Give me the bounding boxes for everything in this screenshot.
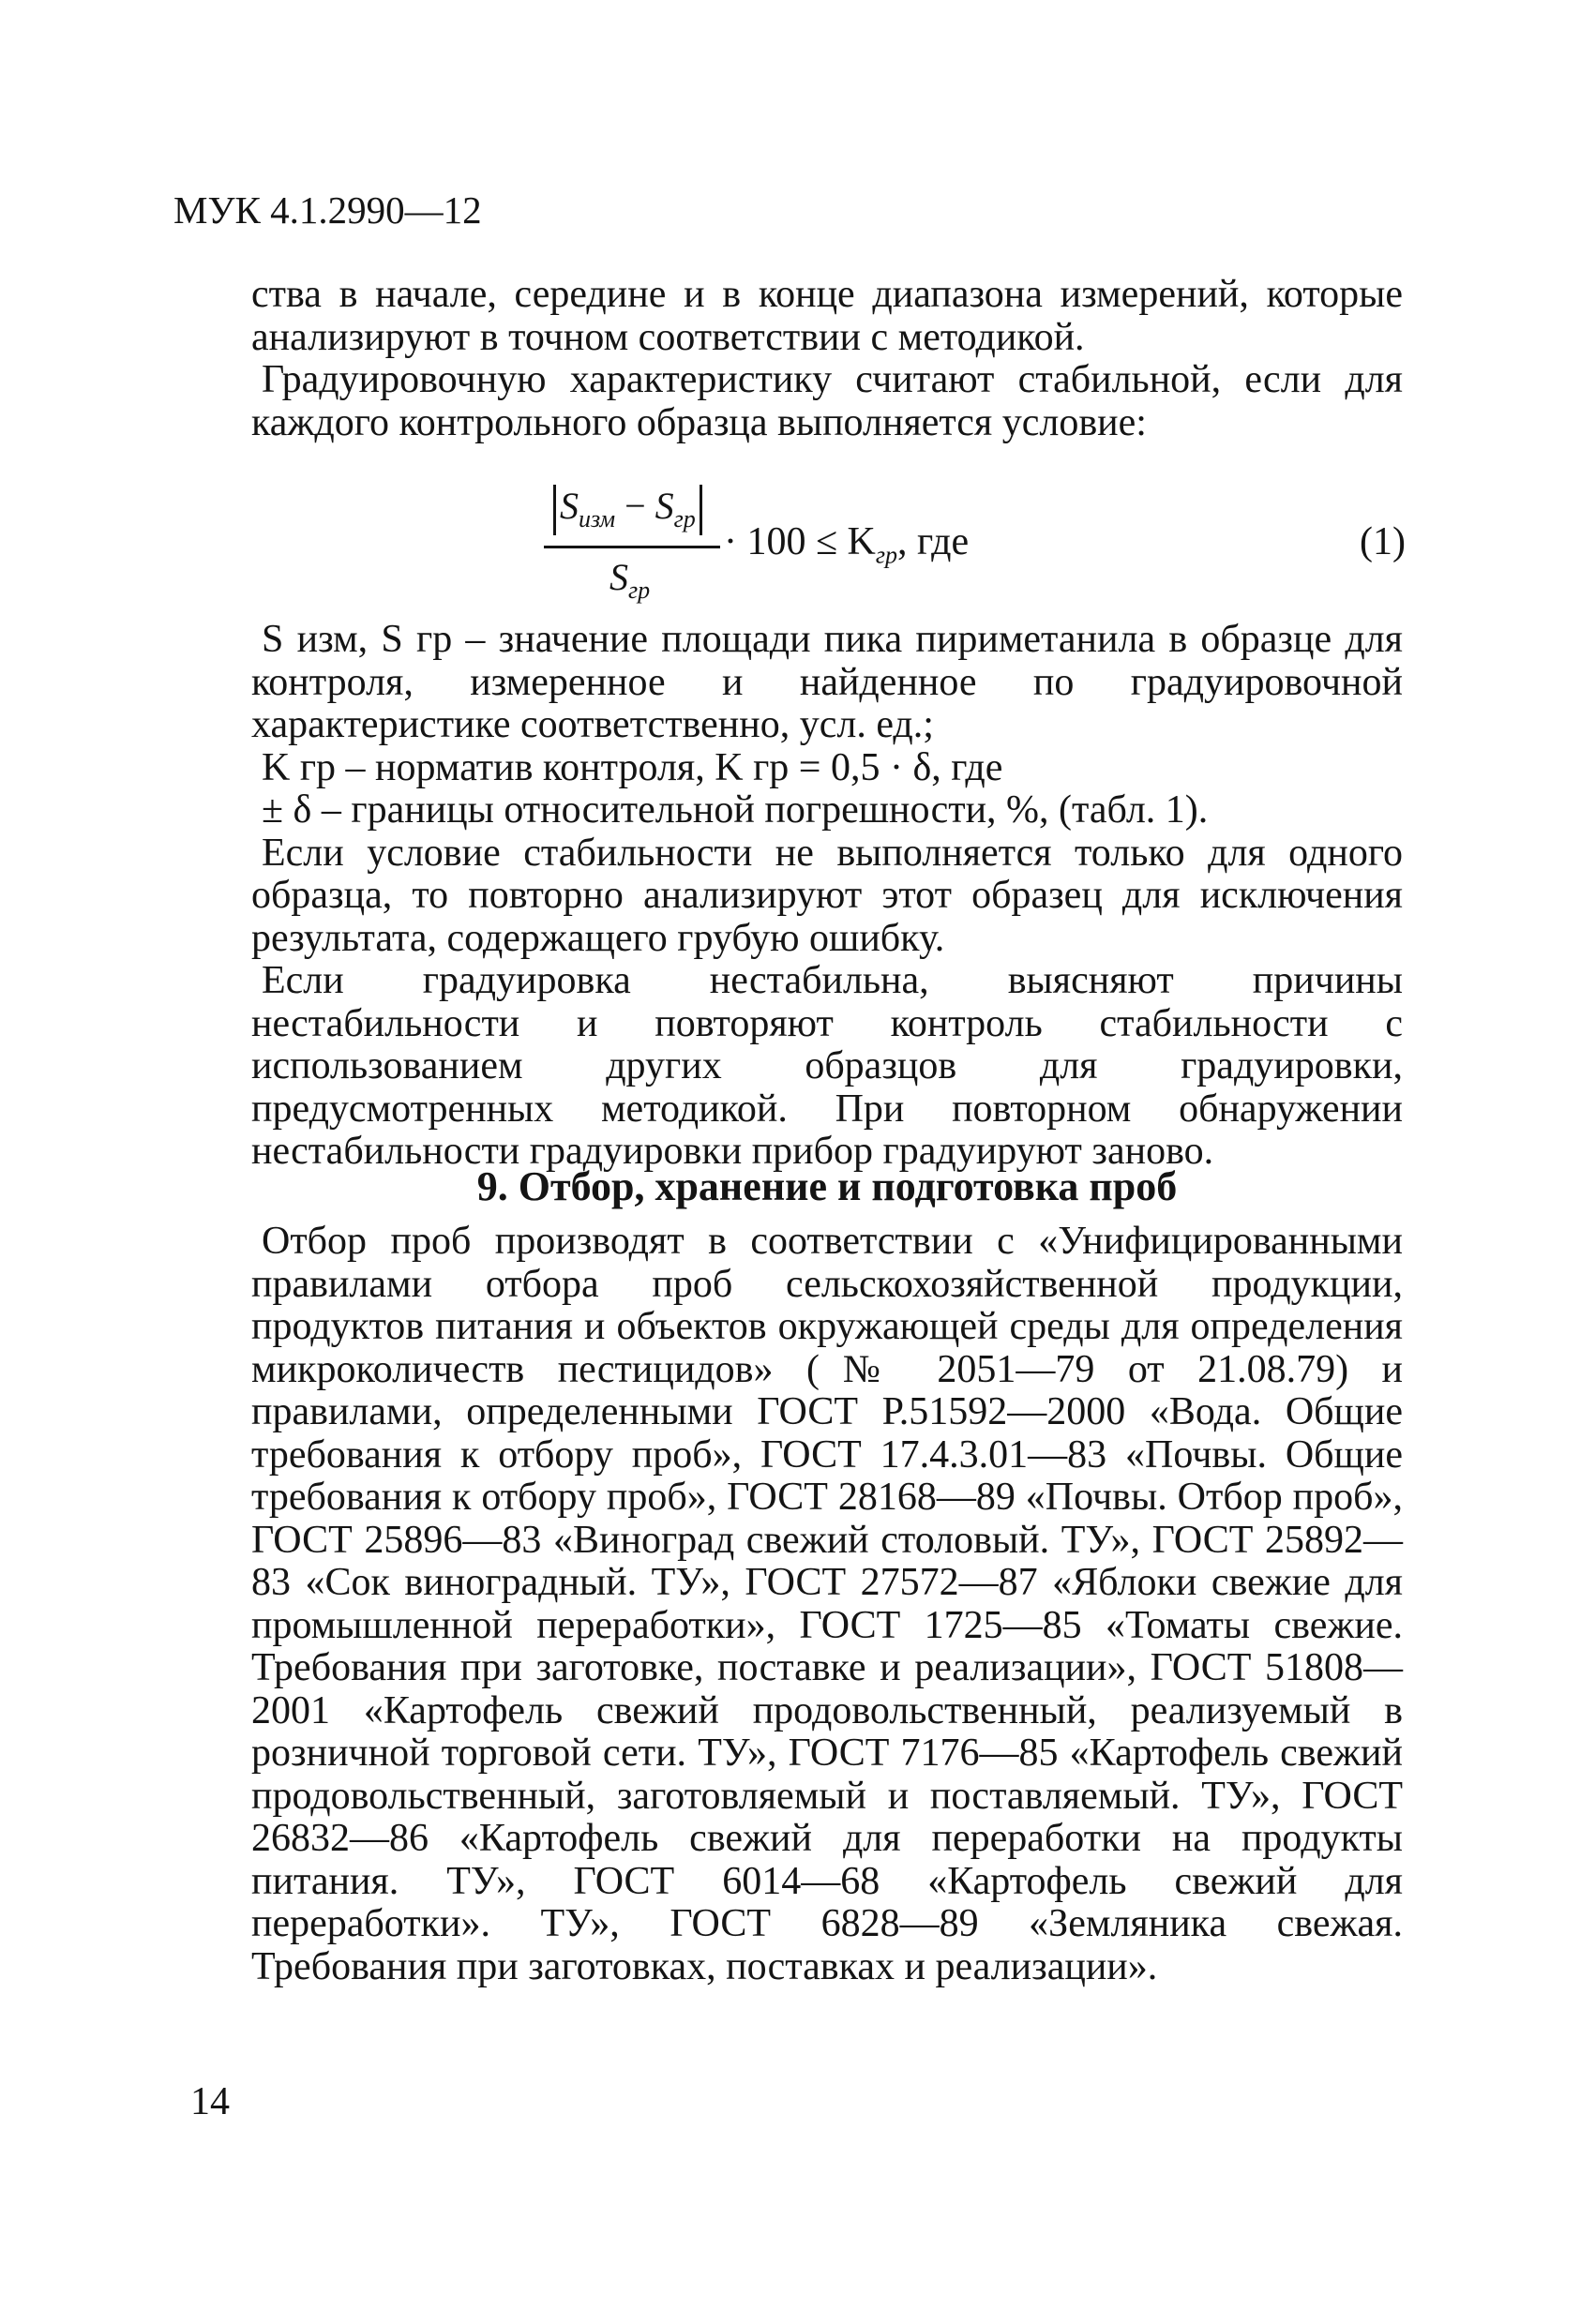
equation-number: (1) — [1360, 520, 1406, 563]
definitions-block — [251, 619, 1403, 1174]
continuation-paragraph: ства в начале, середине и в конце диапазона измерений, которые анализируют в точном соответствии с методикой. — [251, 273, 1403, 359]
stability-formula — [544, 476, 1435, 617]
document-code: МУК 4.1.2990—12 — [173, 188, 482, 232]
section-body: Отбор проб производят в соответствии с «Унифицированными правилами отбора проб сельскохозяйственной продукции, продуктов питания и объектов окружающей среды для определения микроколичеств пестицидов» (№ 2051—79 от 21.08.79) и правилами, определенными ГОСТ Р.51592—2000 «Вода. Общие требования к отбору проб», ГОСТ 17.4.3.01—83 «Почвы. Общие требования к отбору проб», ГОСТ 28168—89 «Почвы. Отбор проб», ГОСТ 25896—83 «Виноград свежий столовый. ТУ», ГОСТ 25892—83 «Сок виноградный. ТУ», ГОСТ 27572—87 «Яблоки свежие для промышленной переработки», ГОСТ 1725—85 «Томаты свежие. Требования при заготовке, поставке и реализации», ГОСТ 51808—2001 «Картофель свежий продовольственный, реализуемый в розничной торговой сети. ТУ», ГОСТ 7176—85 «Картофель свежий продовольственный, заготовляемый и поставляемый. ТУ», ГОСТ 26832—86 «Картофель свежий для переработки на продукты питания. ТУ», ГОСТ 6014—68 «Картофель свежий для переработки». ТУ», ГОСТ 6828—89 «Земляника свежая. Требования при заготовках, поставках и реализации». — [251, 1220, 1403, 1988]
abs-bar-right — [700, 485, 702, 535]
page-number: 14 — [190, 2080, 230, 2123]
section-body-block — [251, 1221, 1403, 1988]
k-definition: K гр – норматив контроля, K гр = 0,5 · δ, где — [262, 745, 1003, 789]
fraction-line — [544, 546, 720, 548]
formula-rest: · $100 \le K_{гр}$, где — [724, 520, 970, 569]
section-title: 9. Отбор, хранение и подготовка проб — [476, 1163, 1178, 1209]
instability-paragraph: Если градуировка нестабильна, выясняют причины нестабильности и повторяют контроль стабильности с использованием других образцов для градуировки, предусмотренных методикой. При повторном обнаружении нестабильности градуировки прибор градуируют заново. — [251, 959, 1403, 1173]
delta-definition: ± δ – границы относительной погрешности, %, (табл. 1). — [262, 788, 1209, 832]
abs-bar-left — [553, 485, 556, 535]
s-definition: S изм, S гр – значение площади пика пириметанила в образце для контроля, измеренное и найденное по градуировочной характеристике соответственно, усл. ед.; — [251, 618, 1403, 746]
stability-paragraph: Градуировочную характеристику считают стабильной, если для каждого контрольного образца выполняется условие: — [251, 358, 1403, 444]
stability-failure-paragraph: Если условие стабильности не выполняется только для одного образца, то повторно анализируют этот образец для исключения результата, содержащего грубую ошибку. — [251, 831, 1403, 960]
formula-denominator: $S_{гр}$ — [609, 556, 651, 604]
intro-block — [251, 274, 1403, 444]
formula-numerator: $S_{изм} - S_{гр}$ — [549, 484, 706, 535]
